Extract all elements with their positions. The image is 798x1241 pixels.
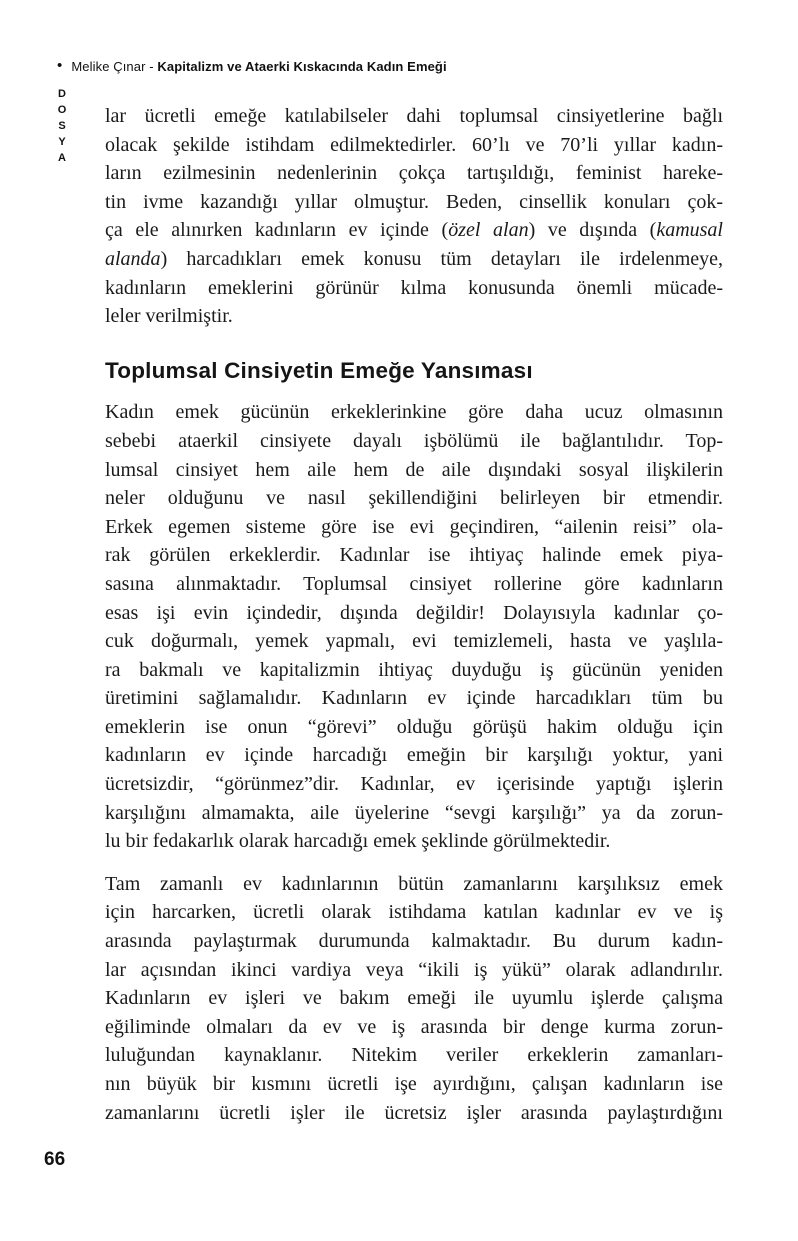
text-line: emeklerin ise onun “görevi” olduğu görüşü hakim olduğu için — [105, 715, 723, 738]
text-line: Kadınların ev işleri ve bakım emeği ile uyumlu işlerde çalışma — [105, 987, 723, 1010]
paragraph — [105, 398, 723, 856]
paragraph — [105, 870, 723, 1127]
text-line: kadınların ev içinde harcadığı emeğin bir karşılığı yoktur, yani — [105, 744, 723, 767]
text-line: Kadın emek gücünün erkeklerinkine göre daha ucuz olmasının — [105, 401, 723, 424]
text-line: üretimini sağlamalıdır. Kadınların ev içinde harcadıkları tüm bu — [105, 687, 723, 710]
text-line: lu bir fedakarlık olarak harcadığı emek şeklinde görülmektedir. — [105, 830, 611, 853]
page-number: 66 — [44, 1149, 66, 1170]
text-line: lar ücretli emeğe katılabilseler dahi toplumsal cinsiyetlerine bağlı — [105, 105, 723, 127]
text-line: sasına alınmaktadır. Toplumsal cinsiyet rollerine göre kadınların — [105, 572, 723, 595]
text-line: eğiliminde olmaları da ev ve iş arasında bir denge kurma zorun- — [105, 1015, 723, 1038]
text-line: karşılığını almamakta, aile üyelerine “sevgi karşılığı” ya da zorun- — [105, 801, 723, 824]
text-line: rak görülen erkeklerdir. Kadınlar ise ihtiyaç halinde emek piya- — [105, 544, 723, 567]
text-line: sebebi ataerkil cinsiyete dayalı işbölümü ile bağlantılıdır. Top- — [105, 429, 723, 452]
side-label-dosya: DOSYA — [56, 88, 68, 168]
text-line: tin ivme kazandığı yıllar olmuştur. Beden, cinsellik konuları çok- — [105, 190, 723, 213]
text-line: alanda) harcadıkları emek konusu tüm detayları ile irdelenmeye, — [105, 247, 723, 270]
text-line: lumsal cinsiyet hem aile hem de aile dışındaki sosyal ilişkilerin — [105, 458, 723, 481]
page-header — [57, 59, 447, 74]
text-line: Tam zamanlı ev kadınlarının bütün zamanlarını karşılıksız emek — [105, 872, 723, 895]
text-line: lar açısından ikinci vardiya veya “ikili iş yükü” olarak adlandırılır. — [105, 958, 723, 981]
text-line: ların ezilmesinin nedenlerinin çokça tartışıldığı, feminist hareke- — [105, 162, 723, 185]
header-author: Melike Çınar — [71, 59, 146, 74]
article-body — [105, 102, 723, 1141]
text-line: için harcarken, ücretli olarak istihdama katılan kadınlar ev ve iş — [105, 901, 723, 924]
text-line: olacak şekilde istihdam edilmektedirler. 60’lı ve 70’li yıllar kadın- — [105, 133, 723, 156]
header-article-title: Kapitalizm ve Ataerki Kıskacında Kadın Emeği — [157, 59, 447, 74]
text-line: ücretsizdir, “görünmez”dir. Kadınlar, ev içerisinde yaptığı işlerin — [105, 773, 723, 796]
text-line: ça ele alınırken kadınların ev içinde (özel alan) ve dışında (kamusal — [105, 219, 723, 242]
text-line: esas işi evin içindedir, dışında değildir! Dolayısıyla kadınlar ço- — [105, 601, 723, 624]
section-heading: Toplumsal Cinsiyetin Emeğe Yansıması — [105, 357, 533, 383]
header-bullet-icon: • — [57, 57, 63, 74]
text-line: kadınların emeklerini görünür kılma konusunda önemli mücade- — [105, 276, 723, 299]
text-line: luluğundan kaynaklanır. Nitekim veriler erkeklerin zamanları- — [105, 1044, 723, 1067]
text-line: arasında paylaştırmak durumunda kalmaktadır. Bu durum kadın- — [105, 930, 723, 953]
paragraph — [105, 102, 723, 331]
text-line: nın büyük bir kısmını ücretli işe ayırdığını, çalışan kadınların ise — [105, 1073, 723, 1095]
text-line: Erkek egemen sisteme göre ise evi geçindiren, “ailenin reisi” ola- — [105, 515, 723, 538]
header-separator: - — [145, 59, 158, 74]
text-line: zamanlarını ücretli işler ile ücretsiz işler arasında paylaştırdığını — [105, 1101, 723, 1124]
text-line: ra bakmalı ve kapitalizmin ihtiyaç duyduğu iş gücünün yeniden — [105, 658, 723, 681]
text-line: leler verilmiştir. — [105, 305, 233, 328]
text-line: neler olduğunu ve nasıl şekillendiğini belirleyen bir etmendir. — [105, 487, 723, 510]
text-line: cuk doğurmalı, yemek yapmalı, evi temizlemeli, hasta ve yaşlıla- — [105, 630, 723, 653]
